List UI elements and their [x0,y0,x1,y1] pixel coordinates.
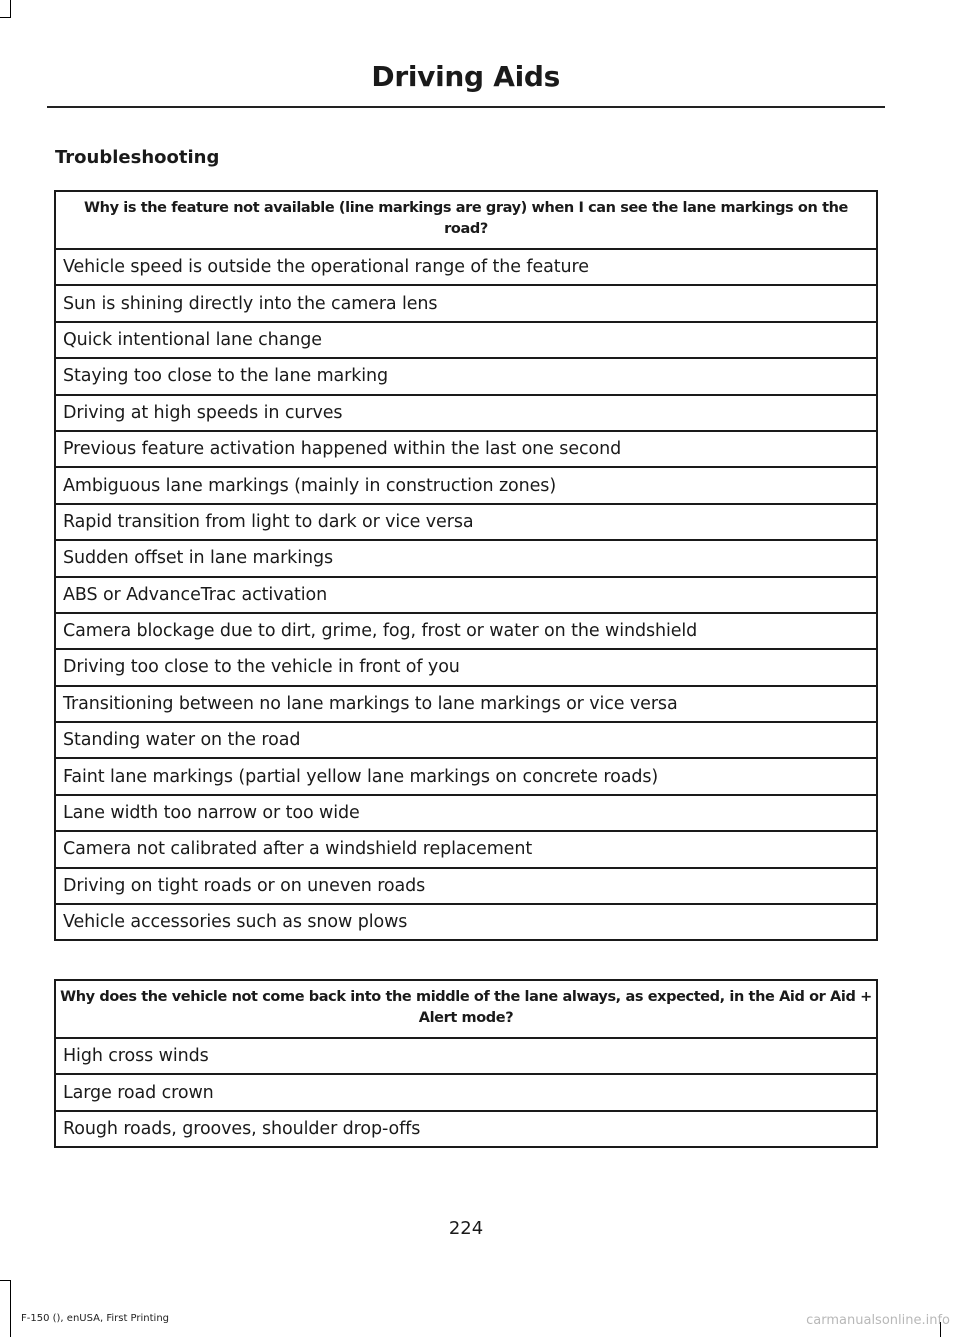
table-row: Camera blockage due to dirt, grime, fog, frost or water on the windshield [55,613,877,649]
table-row: Driving too close to the vehicle in front of you [55,649,877,685]
table-row: Staying too close to the lane marking [55,358,877,394]
table-row: Standing water on the road [55,722,877,758]
table-row: Sudden offset in lane markings [55,540,877,576]
table-row: ABS or AdvanceTrac activation [55,577,877,613]
table-row: Camera not calibrated after a windshield replacement [55,831,877,867]
crop-mark-top-left-v [10,0,11,18]
table-row: Ambiguous lane markings (mainly in construction zones) [55,467,877,503]
table-row: Quick intentional lane change [55,322,877,358]
table-question-header: Why does the vehicle not come back into the middle of the lane always, as expected, in the Aid or Aid + Alert mode? [55,980,877,1038]
table-row: Rough roads, grooves, shoulder drop-offs [55,1111,877,1147]
table-row: High cross winds [55,1038,877,1074]
table-row: Sun is shining directly into the camera lens [55,285,877,321]
table-row: Rapid transition from light to dark or vice versa [55,504,877,540]
section-heading: Troubleshooting [55,147,220,168]
troubleshooting-table-lane-centering [54,979,878,1148]
crop-mark-bottom-left-v [10,1280,11,1337]
table-row: Vehicle speed is outside the operational range of the feature [55,249,877,285]
edition-footer: F-150 (), enUSA, First Printing [21,1313,170,1324]
table-row: Vehicle accessories such as snow plows [55,904,877,940]
table-row: Transitioning between no lane markings to lane markings or vice versa [55,686,877,722]
table-row: Driving at high speeds in curves [55,395,877,431]
crop-mark-top-left-h [0,17,11,18]
table-row: Previous feature activation happened within the last one second [55,431,877,467]
page-number: 224 [448,1218,484,1239]
table-row: Large road crown [55,1074,877,1110]
troubleshooting-table-lane-markings [54,190,878,941]
watermark: carmanualsonline.info [806,1313,950,1328]
table-row: Driving on tight roads or on uneven roads [55,868,877,904]
table-question-header: Why is the feature not available (line markings are gray) when I can see the lane markings on the road? [55,191,877,249]
chapter-title: Driving Aids [371,60,560,93]
header-divider [47,106,885,108]
table-row: Lane width too narrow or too wide [55,795,877,831]
table-row: Faint lane markings (partial yellow lane markings on concrete roads) [55,758,877,794]
crop-mark-bottom-left-h [0,1280,11,1281]
